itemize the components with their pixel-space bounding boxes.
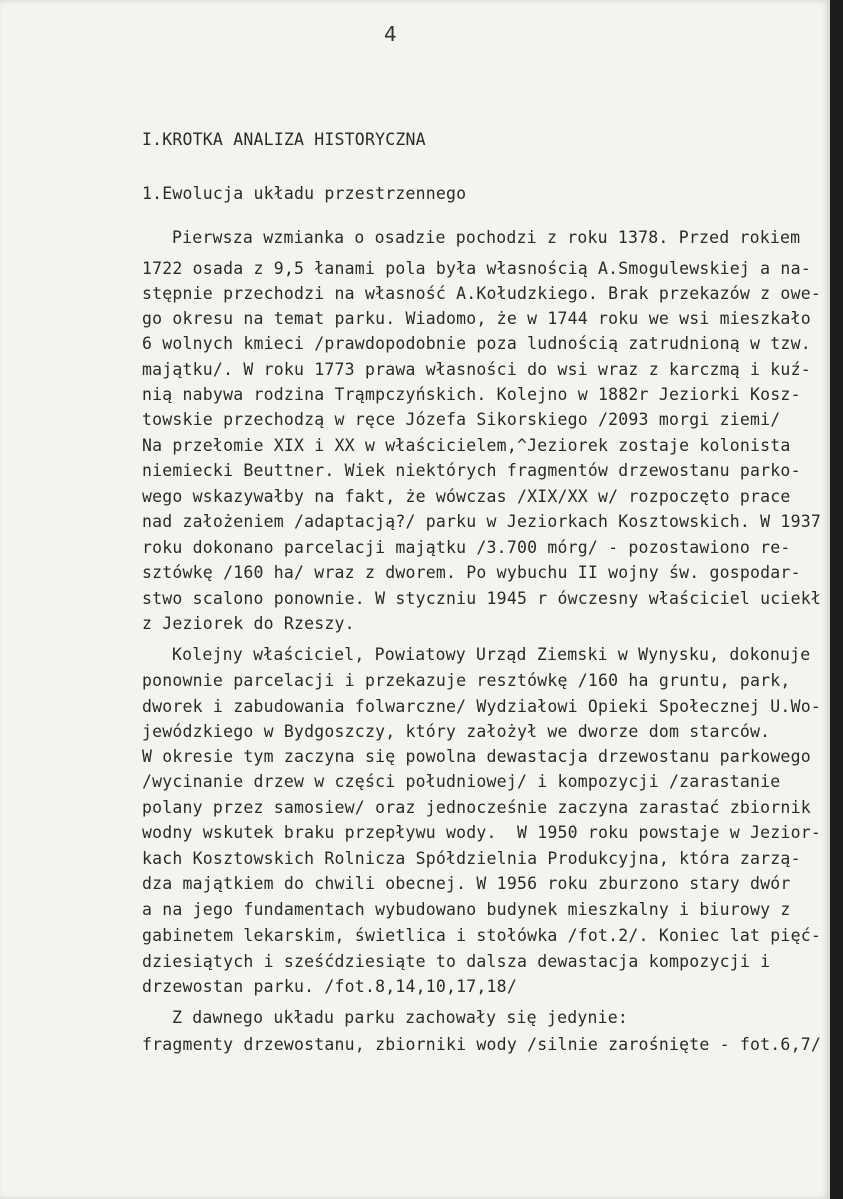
- text-line: Kolejny właściciel, Powiatowy Urząd Ziemski w Wynysku, dokonuje: [172, 645, 811, 664]
- text-line: 1722 osada z 9,5 łanami pola była własnością A.Smogulewskiej a na-: [142, 259, 811, 278]
- text-line: /wycinanie drzew w części południowej/ i kompozycji /zarastanie: [142, 772, 781, 791]
- text-line: Z dawnego układu parku zachowały się jedynie:: [172, 1008, 629, 1027]
- text-line: towskie przechodzą w ręce Józefa Sikorskiego /2093 morgi ziemi/: [142, 410, 781, 429]
- text-line: Pierwsza wzmianka o osadzie pochodzi z roku 1378. Przed rokiem: [172, 228, 801, 247]
- text-line: z Jeziorek do Rzeszy.: [142, 614, 355, 633]
- text-line: dworek i zabudowania folwarczne/ Wydziałowi Opieki Społecznej U.Wo-: [142, 697, 821, 716]
- subsection-heading: 1.Ewolucja układu przestrzennego: [142, 184, 467, 203]
- section-heading: I.KROTKA ANALIZA HISTORYCZNA: [142, 130, 426, 149]
- page-number: 4: [384, 22, 397, 46]
- text-line: a na jego fundamentach wybudowano budynek mieszkalny i biurowy z: [142, 900, 791, 919]
- text-line: wego wskazywałby na fakt, że wówczas /XIX/XX w/ rozpoczęto prace: [142, 487, 791, 506]
- text-line: roku dokonano parcelacji majątku /3.700 mórg/ - pozostawiono re-: [142, 538, 791, 557]
- text-line: stępnie przechodzi na własność A.Kołudzkiego. Brak przekazów z owe-: [142, 284, 821, 303]
- text-line: dza majątkiem do chwili obecnej. W 1956 roku zburzono stary dwór: [142, 874, 791, 893]
- text-line: jewódzkiego w Bydgoszczy, który założył we dworze dom starców.: [142, 722, 771, 741]
- text-line: ponownie parcelacji i przekazuje resztówkę /160 ha gruntu, park,: [142, 671, 791, 690]
- text-line: drzewostan parku. /fot.8,14,10,17,18/: [142, 977, 517, 996]
- text-line: W okresie tym zaczyna się powolna dewastacja drzewostanu parkowego: [142, 747, 811, 766]
- text-line: nią nabywa rodzina Trąmpczyńskich. Kolejno w 1882r Jeziorki Kosz-: [142, 385, 801, 404]
- text-line: dziesiątych i sześćdziesiąte to dalsza dewastacja kompozycji i: [142, 952, 771, 971]
- text-line: go okresu na temat parku. Wiadomo, że w 1744 roku we wsi mieszkało: [142, 309, 811, 328]
- text-line: stwo scalono ponownie. W styczniu 1945 r ówczesny właściciel uciekł: [142, 589, 821, 608]
- text-line: polany przez samosiew/ oraz jednocześnie zaczyna zarastać zbiornik: [142, 798, 811, 817]
- text-line: nad założeniem /adaptacją?/ parku w Jeziorkach Kosztowskich. W 1937: [142, 512, 821, 531]
- text-line: 6 wolnych kmieci /prawdopodobnie poza ludnością zatrudnioną w tzw.: [142, 334, 811, 353]
- text-line: sztówkę /160 ha/ wraz z dworem. Po wybuchu II wojny św. gospodar-: [142, 563, 801, 582]
- text-line: wodny wskutek braku przepływu wody. W 1950 roku powstaje w Jezior-: [142, 823, 821, 842]
- text-line: fragmenty drzewostanu, zbiorniki wody /silnie zarośnięte - fot.6,7/: [142, 1035, 821, 1054]
- text-line: kach Kosztowskich Rolnicza Spółdzielnia Produkcyjna, która zarzą-: [142, 849, 801, 868]
- text-line: majątku/. W roku 1773 prawa własności do wsi wraz z karczmą i kuź-: [142, 360, 811, 379]
- text-line: gabinetem lekarskim, świetlica i stołówka /fot.2/. Koniec lat pięć-: [142, 926, 821, 945]
- text-line: Na przełomie XIX i XX w właścicielem,^Jeziorek zostaje kolonista: [142, 436, 791, 455]
- text-line: niemiecki Beuttner. Wiek niektórych fragmentów drzewostanu parko-: [142, 461, 801, 480]
